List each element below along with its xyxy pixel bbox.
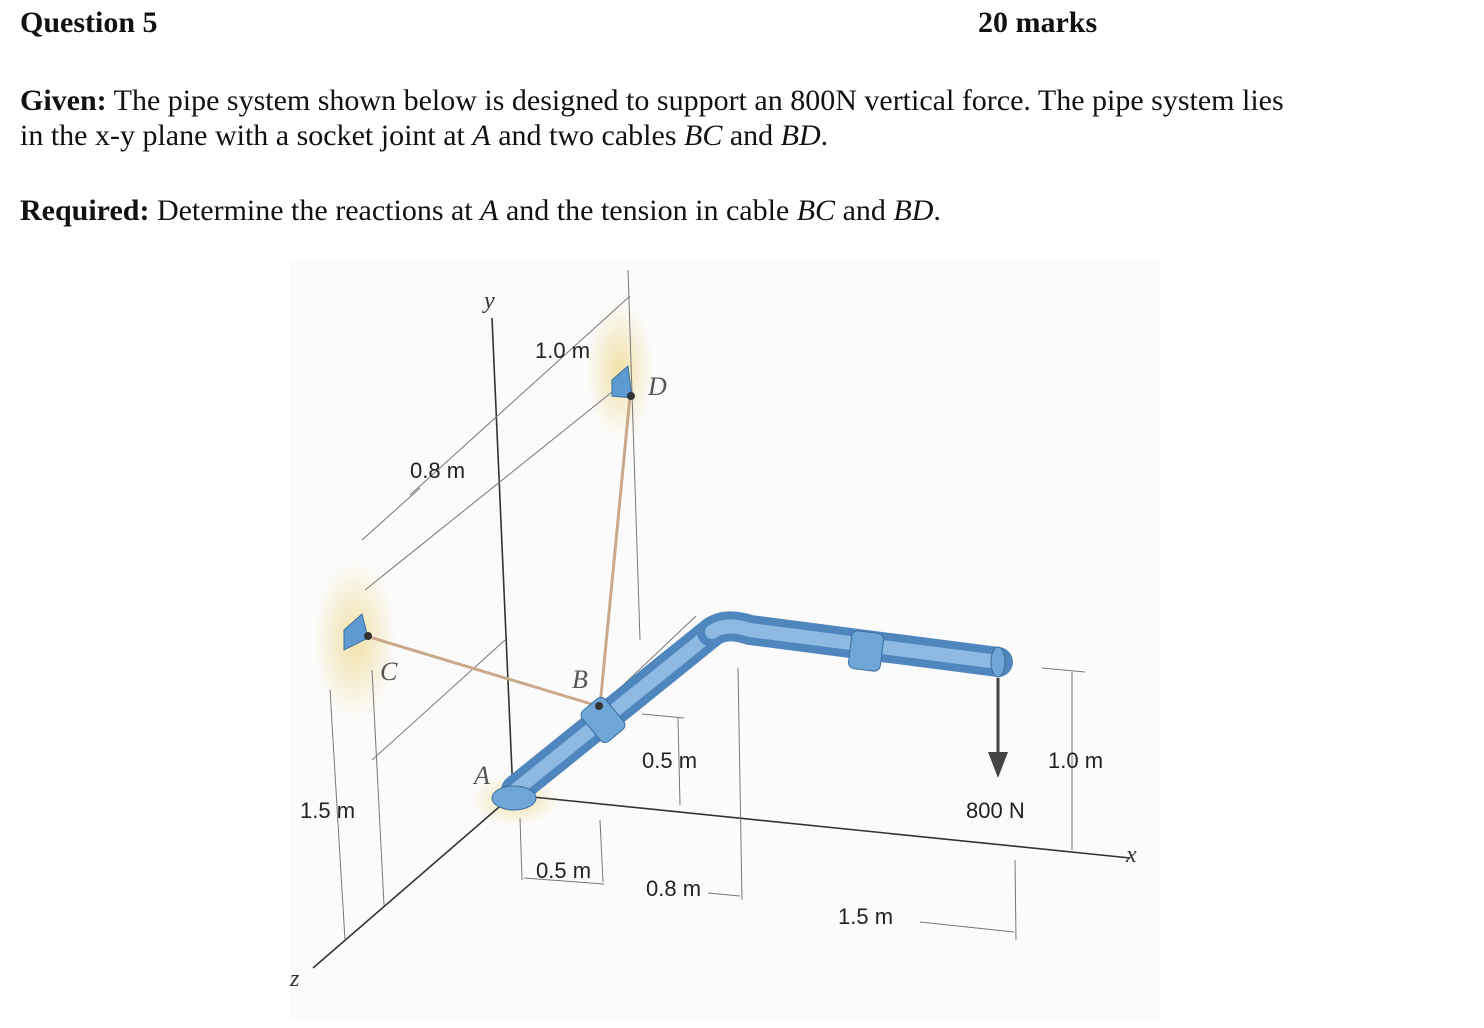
given-cable-bd: BD [780,119,821,152]
z-axis-label: z [290,966,300,992]
dim-label-top-2: 0.8 m [410,458,466,483]
point-label-a: A [474,761,490,790]
joint-point-b [595,702,603,710]
question-marks: 20 marks [978,6,1098,39]
given-point-a: A [472,119,491,152]
pipe-coupling-mid [848,630,884,672]
pipe-end-cap [991,647,1005,677]
required-point-a: A [480,194,499,227]
dim-label-top-1: 1.0 m [535,338,591,363]
dim-label-bottom-2: 0.8 m [646,876,702,901]
required-text-3: and [835,194,894,227]
socket-joint-a [492,786,536,810]
given-text-4: and [722,119,781,152]
question-title: Question 5 [20,6,158,39]
load-label: 800 N [966,798,1025,823]
wall-glow-d [586,300,654,440]
dim-label-bottom-3: 1.5 m [838,904,894,929]
dim-label-bottom-1: 0.5 m [536,858,592,883]
dim-label-right-height: 1.0 m [1048,748,1104,773]
given-text-3: and two cables [490,119,684,152]
point-label-c: C [380,657,398,686]
point-label-d: D [648,372,667,401]
required-text-4: . [933,194,941,227]
given-text-5: . [820,119,829,152]
anchor-point-c [364,632,372,640]
point-label-b: B [572,665,588,694]
given-label: Given: [20,84,107,117]
anchor-point-d [627,392,635,400]
required-text-1: Determine the reactions at [149,194,481,227]
given-text-2: in the x-y plane with a socket joint at [20,119,473,152]
given-text-1: The pipe system shown below is designed to support an 800N vertical force. The pipe system lies [106,84,1284,117]
given-cable-bc: BC [684,119,723,152]
dim-label-left-height: 1.5 m [300,798,356,823]
required-label: Required: [20,194,150,227]
required-text-2: and the tension in cable [498,194,797,227]
required-cable-bc: BC [796,194,836,227]
x-axis-label: x [1126,842,1137,868]
dim-label-rise: 0.5 m [642,748,698,773]
y-axis-label: y [484,288,495,314]
required-cable-bd: BD [893,194,934,227]
